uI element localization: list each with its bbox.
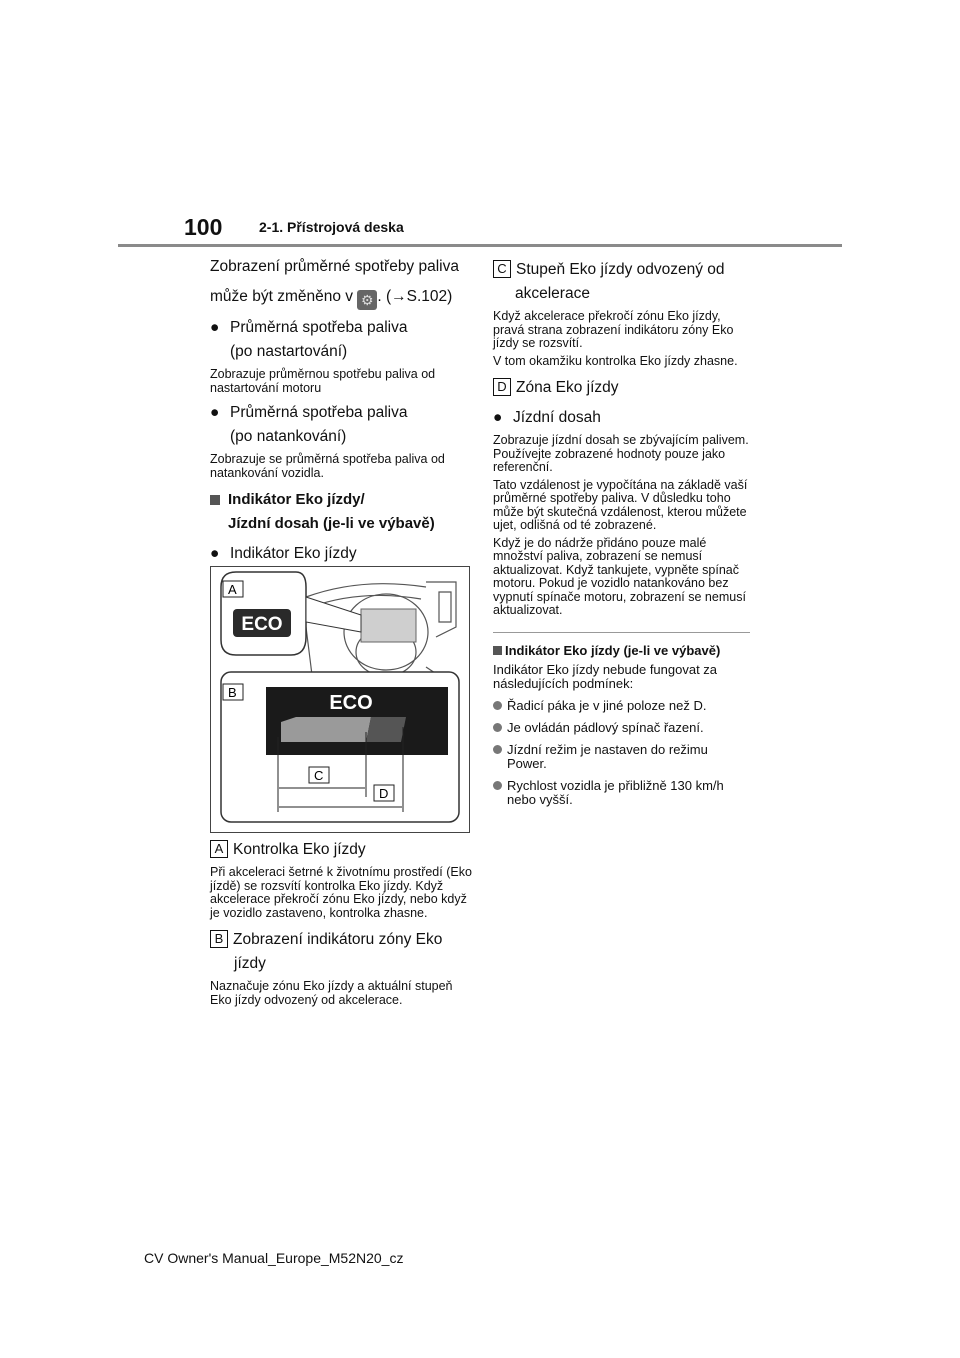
bullet-title: Průměrná spotřeba paliva: [230, 319, 408, 336]
condition-item: [493, 779, 750, 807]
section-divider: [493, 632, 750, 633]
section-title: 2-1. Přístrojová deska: [259, 219, 404, 235]
label-b-text: B: [228, 685, 237, 700]
left-column-lower: [210, 838, 472, 1007]
bullet-dot-icon: ●: [210, 404, 220, 421]
item-a-title: [210, 838, 472, 862]
eco-illustration-svg: [211, 567, 469, 832]
eco-illustration: [210, 566, 470, 833]
item-c-title2: akcelerace: [515, 285, 590, 302]
heading-line: Indikátor Eko jízdy/: [228, 491, 365, 508]
item-b-title-text: Zobrazení indikátoru zóny Eko: [233, 931, 443, 948]
bullet-title: (po nastartování): [230, 343, 348, 360]
label-d-text: D: [379, 786, 389, 801]
item-d-title-text: Zóna Eko jízdy: [516, 379, 619, 396]
label-c-box: C: [493, 260, 511, 278]
range-desc3: Když je do nádrže přidáno pouze malé množství paliva, zobrazení se nemusí aktualizovat. Když tankujete, vypněte spínač motoru. Pokud je vozidlo natankováno bez vypnutí spínače motoru, zobrazení se nemusí aktualizovat.: [493, 535, 746, 617]
conditions-intro: Indikátor Eko jízdy nebude fungovat za následujících podmínek:: [493, 661, 718, 691]
eco-lamp-text: ECO: [241, 614, 283, 635]
eco-zone-bar: [366, 717, 406, 742]
condition-text: Jízdní režim je nastaven do režimu Power.: [507, 741, 708, 771]
condition-item: [493, 699, 750, 713]
desc-avg-start: Zobrazuje průměrnou spotřebu paliva od nastartování motoru: [210, 367, 436, 395]
eco-level-bar: [281, 717, 371, 742]
label-a-box: A: [210, 840, 228, 858]
item-c-title: [493, 258, 750, 282]
bullet-dot-icon: ●: [210, 319, 220, 336]
eco-zone-text: ECO: [329, 692, 373, 714]
bullet-avg-refuel: [210, 401, 472, 449]
range-desc1: Zobrazuje jízdní dosah se zbývajícím palivem. Používejte zobrazené hodnoty pouze jako referenční.: [493, 433, 749, 474]
item-b-desc: Naznačuje zónu Eko jízdy a aktuální stupeň Eko jízdy odvozený od akcelerace.: [210, 979, 453, 1007]
condition-item: [493, 721, 750, 735]
condition-item: [493, 743, 750, 771]
condition-text: Řadicí páka je v jiné poloze než D.: [507, 697, 707, 713]
square-bullet-icon: [493, 646, 502, 655]
condition-text: Rychlost vozidla je přibližně 130 km/h nebo vyšší.: [507, 777, 724, 807]
footer-text: CV Owner's Manual_Europe_M52N20_cz: [144, 1250, 404, 1266]
bullet-avg-start: [210, 316, 472, 364]
bullet-title: Průměrná spotřeba paliva: [230, 404, 408, 421]
desc-avg-refuel: Zobrazuje se průměrná spotřeba paliva od natankování vozidla.: [210, 452, 445, 480]
intro-line1: Zobrazení průměrné spotřeby paliva: [210, 258, 459, 275]
bullet-title: (po natankování): [230, 428, 347, 445]
square-bullet-icon: [210, 495, 220, 505]
label-d-box: D: [493, 378, 511, 396]
arrow-icon: →: [391, 288, 407, 305]
label-a-text: A: [228, 582, 237, 597]
item-c-title-text: Stupeň Eko jízdy odvozený od: [516, 261, 725, 278]
item-d-title: [493, 376, 750, 400]
heading-line: Jízdní dosah (je-li ve výbavě): [228, 515, 435, 532]
item-c-desc2: V tom okamžiku kontrolka Eko jízdy zhasne.: [493, 353, 738, 368]
header-rule: [118, 244, 842, 247]
heading-eco-conditions: [493, 643, 750, 658]
heading-eco-indicator: [210, 488, 472, 536]
intro-text-a: může být změněno v: [210, 288, 354, 305]
range-desc2: Tato vzdálenost je vypočítána na základě vaší průměrné spotřeby paliva. V důsledku toho může být skutečná vzdálenost, kterou můžete ujet, odlišná od té zobrazené.: [493, 477, 748, 532]
label-c-text: C: [314, 768, 324, 783]
bullet-title: Indikátor Eko jízdy: [230, 545, 357, 562]
bullet-eco-indicator: [210, 542, 472, 566]
bullet-title: Jízdní dosah: [513, 409, 601, 426]
intro-text-c: S.102): [406, 288, 453, 305]
item-c-desc1: Když akcelerace překročí zónu Eko jízdy, pravá strana zobrazení indikátoru zóny Eko jízdy se rozsvítí.: [493, 309, 734, 350]
left-column: [210, 255, 472, 566]
label-b-box: B: [210, 930, 228, 948]
intro-line2: [210, 285, 472, 310]
cluster-highlight: [361, 609, 416, 642]
circle-bullet-icon: [493, 781, 502, 790]
page-number: 100: [184, 214, 223, 240]
item-a-desc: Při akceleraci šetrné k životnímu prostředí (Eko jízdě) se rozsvítí kontrolka Eko jízdy. Když akcelerace překročí zónu Eko jízdy, nebo když je vozidlo zastaveno, kontrolka zhasne.: [210, 865, 472, 920]
item-a-title-text: Kontrolka Eko jízdy: [233, 841, 366, 858]
item-b-title2: jízdy: [234, 955, 266, 972]
heading-text: Indikátor Eko jízdy (je-li ve výbavě): [505, 642, 721, 658]
bullet-dot-icon: ●: [493, 409, 503, 426]
condition-text: Je ovládán pádlový spínač řazení.: [507, 719, 704, 735]
bullet-dot-icon: ●: [210, 545, 220, 562]
bullet-range: [493, 406, 750, 430]
item-b-title: [210, 928, 472, 952]
right-column: [493, 258, 750, 807]
callout-a-pointer: [306, 597, 361, 632]
gear-icon: ⚙: [357, 290, 377, 310]
circle-bullet-icon: [493, 723, 502, 732]
circle-bullet-icon: [493, 745, 502, 754]
circle-bullet-icon: [493, 701, 502, 710]
intro-text-b: . (: [377, 288, 392, 305]
